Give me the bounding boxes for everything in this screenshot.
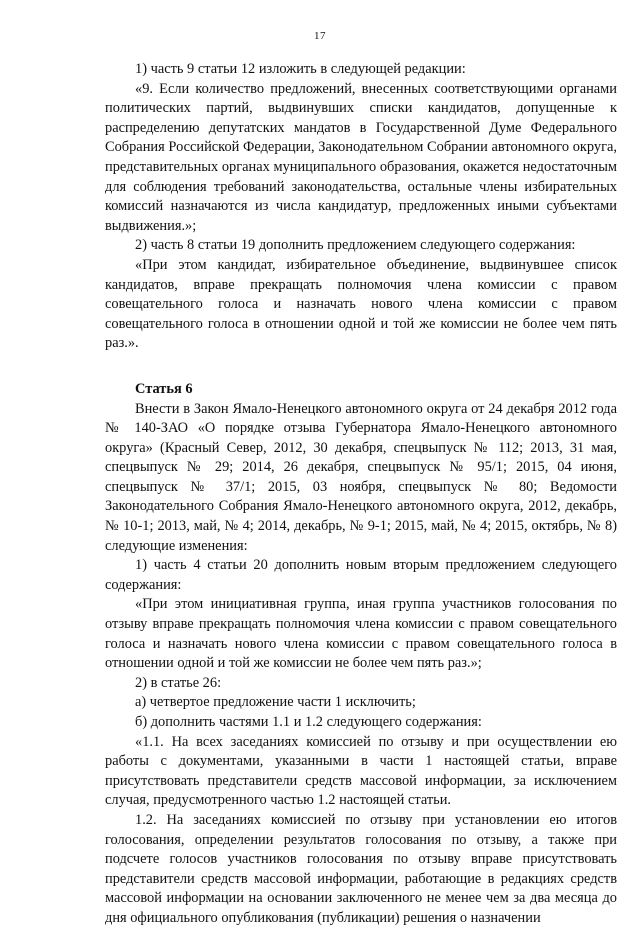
page-number: 17 bbox=[314, 30, 326, 42]
paragraph-1-2: 1.2. На заседаниях комиссией по отзыву при установлении ею итогов голосования, определении результатов голосования по отзыву, а также при подсчете голосов участников голосования по отзыву вправе присутствовать представители средств массовой информации, работающие в редакциях средств массовой информации на основании заключенного не менее чем за два месяца до дня официального опубликования (публикации) решения о назначении bbox=[105, 811, 617, 926]
paragraph-intro-law: Внести в Закон Ямало-Ненецкого автономного округа от 24 декабря 2012 года № 140-ЗАО «О порядке отзыва Губернатора Ямало-Ненецкого автономного округа» (Красный Север, 2012, 30 декабря, спецвыпуск № 112; 2013, 31 мая, спецвыпуск № 29; 2014, 26 декабря, спецвыпуск № 95/1; 2015, 04 июня, спецвыпуск № 37/1; 2015, 03 ноября, спецвыпуск № 80; Ведомости Законодательного Собрания Ямало-Ненецкого автономного округа, 2012, декабрь, № 10-1; 2013, май, № 4; 2014, декабрь, № 9-1; 2015, май, № 4; 2015, октябрь, № 8) следующие изменения: bbox=[105, 400, 617, 554]
paragraph-subitem-b: б) дополнить частями 1.1 и 1.2 следующего содержания: bbox=[135, 714, 482, 730]
quoted-paragraph-candidate: «При этом кандидат, избирательное объединение, выдвинувшее список кандидатов, вправе прекращать полномочия члена комиссии с правом совещательного голоса и назначать нового члена комиссии с правом совещательного голоса в отношении одной и той же комиссии не более чем пять раз.». bbox=[105, 256, 617, 352]
paragraph-subitem-a: а) четвертое предложение части 1 исключить; bbox=[135, 694, 416, 711]
paragraph-item-1: 1) часть 9 статьи 12 изложить в следующей редакции: bbox=[135, 61, 466, 77]
document-body bbox=[105, 60, 617, 929]
quoted-paragraph-initiative-group: «При этом инициативная группа, иная группа участников голосования по отзыву вправе прекращать полномочия члена комиссии с правом совещательного голоса и назначать нового члена комиссии с правом совещательного голоса в отношении одной и той же комиссии не более чем пять раз.»; bbox=[105, 596, 617, 672]
quoted-paragraph-1-1: «1.1. На всех заседаниях комиссией по отзыву и при осуществлении ею работы с документами, указанными в части 1 настоящей статьи, вправе присутствовать представители средств массовой информации, за исключением случая, предусмотренного частью 1.2 настоящей статьи. bbox=[105, 733, 617, 809]
paragraph-item-2-art26: 2) в статье 26: bbox=[135, 674, 222, 691]
quoted-paragraph-part-9: «9. Если количество предложений, внесенных соответствующими органами политических партий, выдвинувших списки кандидатов, допущенные к распределению депутатских мандатов в Государственной Думе Федерального Собрания Российской Федерации, Законодательном Собрании автономного округа, представительных органах муниципального образования, окажется недостаточным для соблюдения требований законодательства, остальные члены избирательных комиссий назначаются из числа кандидатур, предложенных иными субъектами выдвижения.»; bbox=[105, 80, 617, 234]
paragraph-item-1-art20: 1) часть 4 статьи 20 дополнить новым вторым предложением следующего содержания: bbox=[105, 557, 617, 593]
paragraph-item-2: 2) часть 8 статьи 19 дополнить предложением следующего содержания: bbox=[135, 237, 576, 254]
article-heading: Статья 6 bbox=[135, 380, 193, 397]
